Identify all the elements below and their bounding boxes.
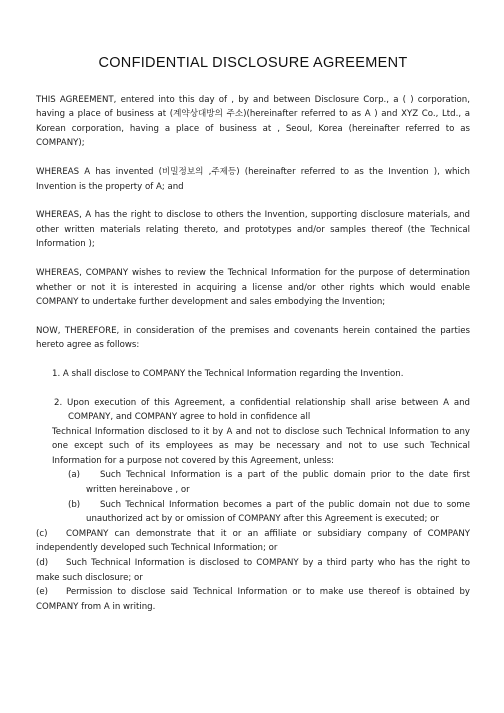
clause-2c-text: COMPANY can demonstrate that it or an affiliate or subsidiary company of COMPANY independently developed such Technical Information; or	[36, 528, 470, 554]
document-title: CONFIDENTIAL DISCLOSURE AGREEMENT	[98, 55, 408, 71]
clause-2b	[36, 498, 470, 527]
whereas-review-paragraph: WHEREAS, COMPANY wishes to review the Technical Information for the purpose of determination whether or not it is interested in acquiring a license and/or other rights which would enable COMPANY to undertake further development and sales embodying the Invention;	[36, 267, 470, 308]
clause-2d	[36, 556, 470, 585]
clause-2a-text: Such Technical Information is a part of the public domain prior to the date first written hereinabove , or	[86, 470, 470, 496]
clause-2b-text: Such Technical Information becomes a part of the public domain not due to some unauthorized act by or omission of COMPANY after this Agreement is executed; or	[86, 499, 470, 525]
clause-1: 1. A shall disclose to COMPANY the Technical Information regarding the Invention.	[52, 368, 404, 379]
clause-2a-label: (a)	[68, 470, 80, 481]
clause-2-heading: 2. Upon execution of this Agreement, a confidential relationship shall arise between A and COMPANY, and COMPANY agree to hold in confidence all	[54, 397, 470, 423]
clause-2-body: Technical Information disclosed to it by A and not to disclose such Technical Information to any one except such of its employees as may be necessary and not to use such Technical Information for a purpose not covered by this Agreement, unless:	[52, 426, 470, 466]
clause-2a	[36, 468, 470, 497]
clause-2d-text: Such Technical Information is disclosed to COMPANY by a third party who has the right to make such disclosure; or	[36, 558, 470, 583]
clause-2c	[36, 527, 470, 556]
clause-2b-label: (b)	[68, 499, 81, 510]
clause-2e-text: Permission to disclose said Technical Information or to make use thereof is obtained by COMPANY from A in writing.	[36, 587, 470, 612]
clause-2e	[36, 585, 470, 614]
now-therefore-paragraph: NOW, THEREFORE, in consideration of the premises and covenants herein contained the parties hereto agree as follows:	[36, 325, 470, 351]
whereas-right-to-disclose-paragraph: WHEREAS, A has the right to disclose to others the Invention, supporting disclosure materials, and other written materials relating thereto, and prototypes and/or samples thereof (the Technical Information );	[36, 210, 470, 250]
whereas-invention-paragraph: WHEREAS A has invented (비밀정보의 ,주제등) (hereinafter referred to as the Invention ), which Invention is the property of A; and	[36, 166, 470, 192]
intro-paragraph: THIS AGREEMENT, entered into this day of , by and between Disclosure Corp., a ( ) corporation, having a place of business at (계약상대방의 주소)(hereinafter referred to as A ) and XYZ Co., Ltd., a Korean corporation, having a place of business at , Seoul, Korea (hereinafter referred to as COMPANY);	[36, 94, 470, 149]
clause-2c-label: (c)	[36, 528, 48, 539]
clause-2e-label: (e)	[36, 587, 48, 598]
clause-2d-label: (d)	[36, 558, 49, 569]
